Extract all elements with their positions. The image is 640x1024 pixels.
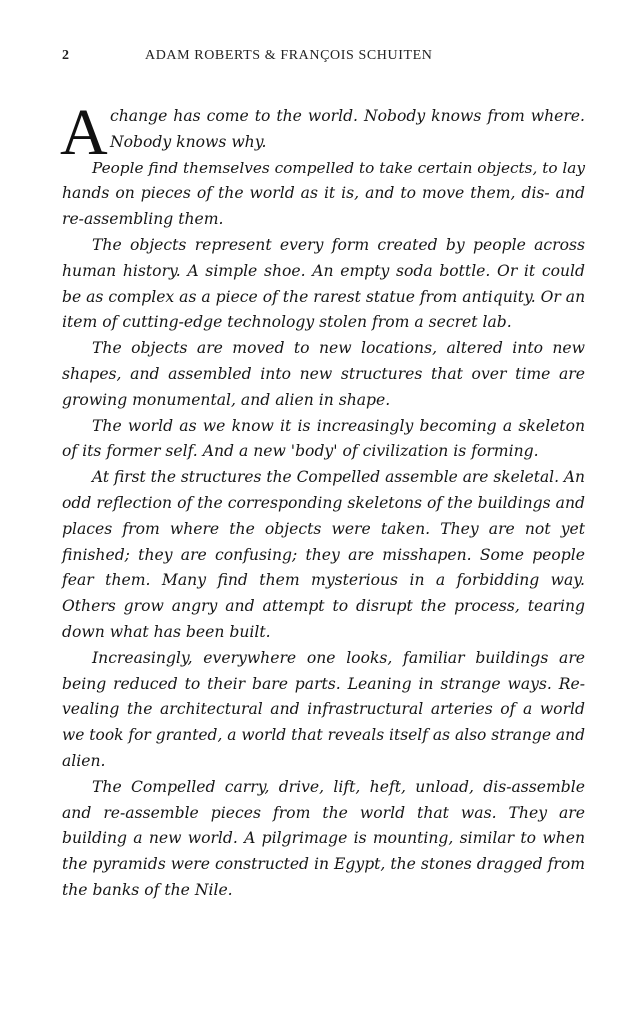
text-line: the pyramids were constructed in Egypt, the stones dragged from: [62, 855, 585, 874]
drop-cap: A: [60, 96, 108, 169]
text-line: People find themselves compelled to take certain objects, to lay: [92, 158, 585, 177]
text-line: The world as we know it is increasingly becoming a skeleton: [92, 416, 585, 435]
text-line: Nobody knows why.: [110, 132, 267, 151]
text-line: and re-assemble pieces from the world that was. They are: [62, 803, 585, 822]
text-line: Others grow angry and attempt to disrupt the process, tearing: [62, 597, 585, 616]
text-line: hands on pieces of the world as it is, and to move them, dis- and: [62, 184, 585, 203]
text-line: be as complex as a piece of the rarest statue from antiquity. Or an: [62, 287, 586, 306]
page-number: 2: [62, 48, 70, 63]
text-line: item of cutting-edge technology stolen from a secret lab.: [62, 313, 512, 332]
text-line: down what has been built.: [62, 622, 271, 641]
text-line: At first the structures the Compelled assemble are skeletal. An: [92, 468, 585, 487]
text-line: growing monumental, and alien in shape.: [62, 390, 391, 409]
text-line: human history. A simple shoe. An empty soda bottle. Or it could: [62, 261, 585, 280]
text-line: of its former self. And a new 'body' of civilization is forming.: [62, 442, 539, 461]
text-line: the banks of the Nile.: [62, 880, 233, 899]
text-line: odd reflection of the corresponding skeletons of the buildings and: [62, 493, 585, 512]
running-title: ADAM ROBERTS & FRANÇOIS SCHUITEN: [145, 48, 433, 63]
text-line: shapes, and assembled into new structures that over time are: [62, 364, 585, 383]
text-line: re-assembling them.: [62, 210, 224, 229]
text-line: finished; they are confusing; they are misshapen. Some people: [62, 545, 585, 564]
text-line: we took for granted, a world that reveals itself as also strange and: [62, 726, 585, 745]
text-line: Increasingly, everywhere one looks, familiar buildings are: [92, 648, 585, 667]
text-line: vealing the architectural and infrastructural arteries of a world: [62, 700, 585, 719]
text-line: building a new world. A pilgrimage is mounting, similar to when: [62, 829, 585, 848]
text-line: The objects represent every form created by people across: [92, 235, 585, 254]
text-line: alien.: [62, 751, 106, 770]
text-line: places from where the objects were taken. They are not yet: [62, 519, 585, 538]
running-header: [62, 48, 585, 68]
text-line: The Compelled carry, drive, lift, heft, unload, dis-assemble: [92, 777, 585, 796]
text-line: fear them. Many find them mysterious in a forbidding way.: [62, 571, 585, 590]
text-line: being reduced to their bare parts. Leaning in strange ways. Re-: [62, 674, 585, 693]
body-text: [60, 96, 586, 904]
text-line: change has come to the world. Nobody knows from where.: [110, 107, 585, 125]
text-line: The objects are moved to new locations, altered into new: [92, 339, 585, 358]
